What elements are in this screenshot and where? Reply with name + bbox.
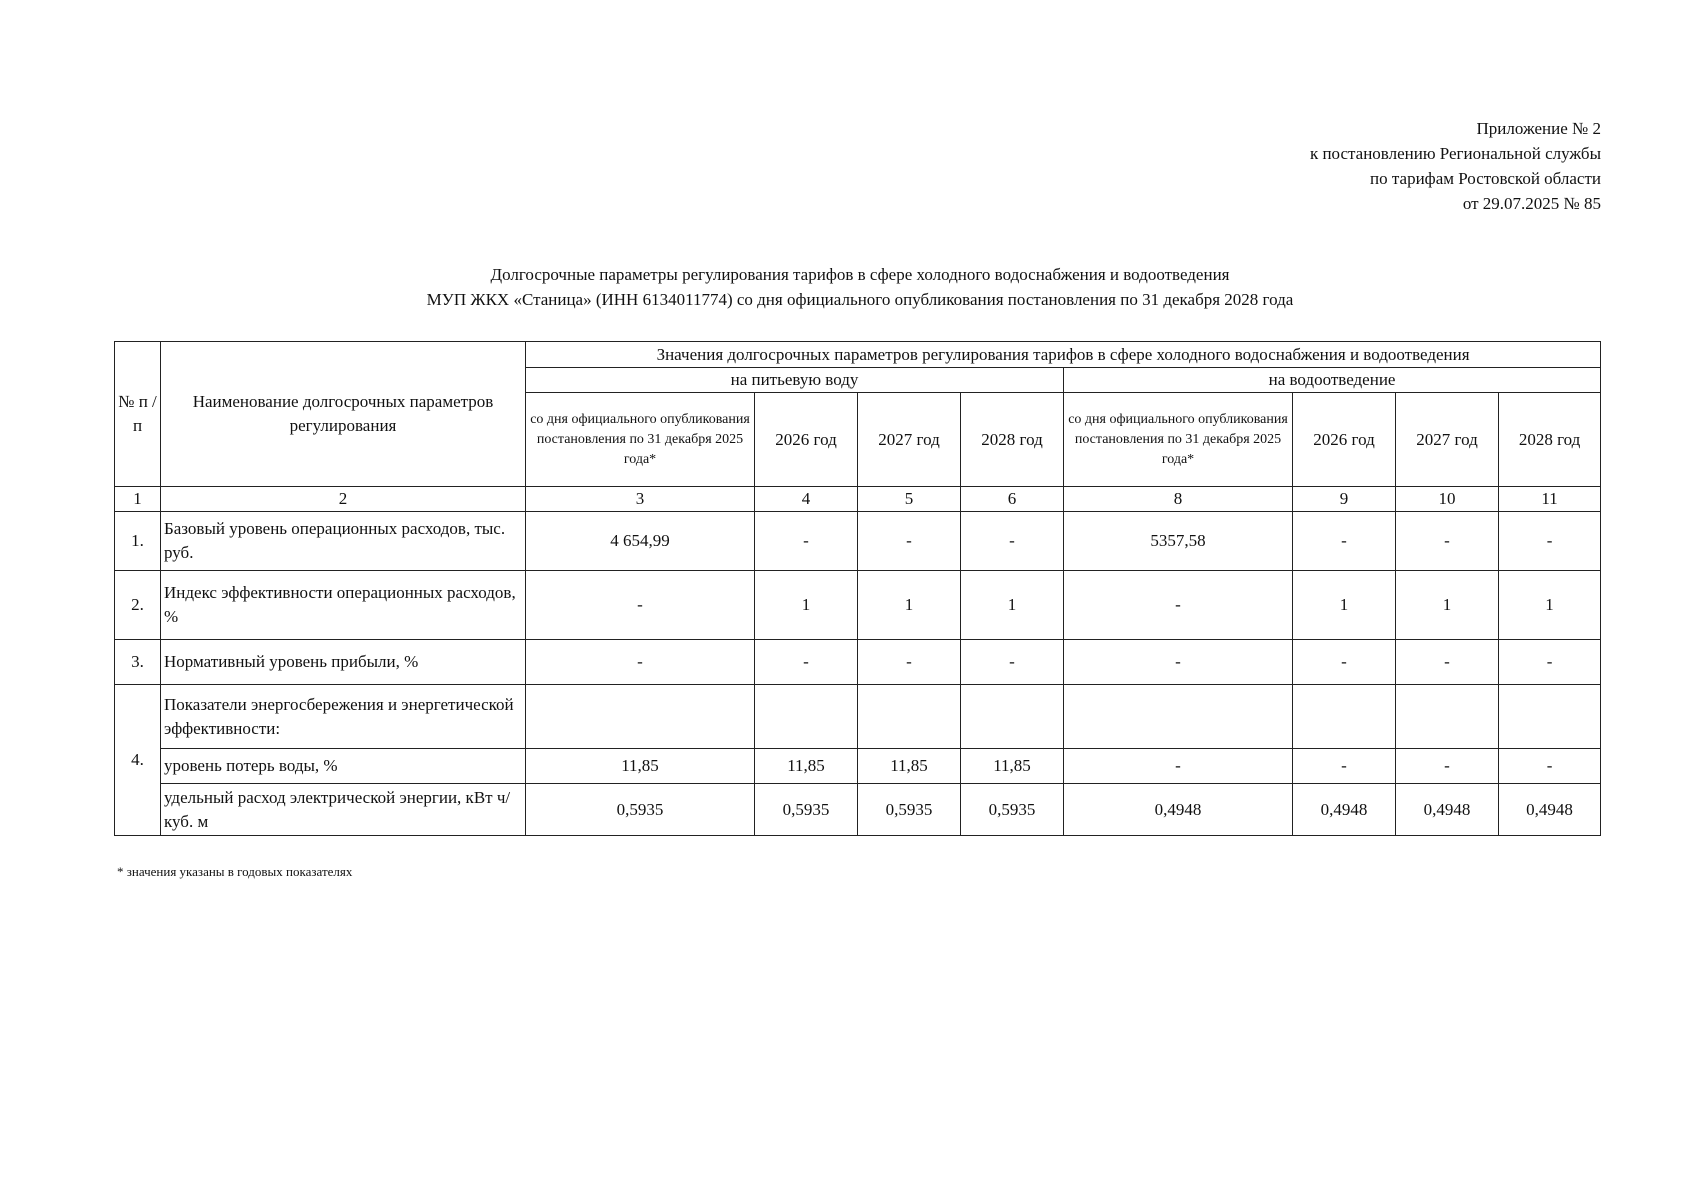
row-value: 1	[1396, 571, 1499, 640]
row-value: -	[1064, 571, 1293, 640]
row-value: -	[858, 640, 961, 685]
appendix-line: по тарифам Ростовской области	[1370, 169, 1601, 188]
title-line: Долгосрочные параметры регулирования тарифов в сфере холодного водоснабжения и водоотведения	[490, 265, 1230, 284]
header-name: Наименование долгосрочных параметров регулирования	[161, 342, 526, 487]
row-value: -	[1396, 749, 1499, 784]
row-value-empty	[1293, 685, 1396, 749]
header-water-group: на питьевую воду	[526, 368, 1064, 393]
row-value: -	[1064, 640, 1293, 685]
row-value: 0,4948	[1064, 784, 1293, 836]
row-value: -	[1293, 749, 1396, 784]
row-value: 1	[1499, 571, 1601, 640]
row-value: -	[1064, 749, 1293, 784]
row-value: 1	[755, 571, 858, 640]
row-value: -	[1293, 640, 1396, 685]
row-value: 1	[858, 571, 961, 640]
row-name: уровень потерь воды, %	[161, 749, 526, 784]
row-value-empty	[755, 685, 858, 749]
row-heading: Показатели энергосбережения и энергетической эффективности:	[161, 685, 526, 749]
row-num: 2.	[115, 571, 161, 640]
table-row	[115, 784, 1601, 836]
row-name: Базовый уровень операционных расходов, тыс. руб.	[161, 512, 526, 571]
column-number: 3	[526, 487, 755, 512]
row-name: удельный расход электрической энергии, кВт ч/куб. м	[161, 784, 526, 836]
row-value: 5357,58	[1064, 512, 1293, 571]
row-value: 11,85	[961, 749, 1064, 784]
table-row	[115, 749, 1601, 784]
appendix-block	[1310, 116, 1601, 216]
row-value-empty	[526, 685, 755, 749]
appendix-line: к постановлению Региональной службы	[1309, 144, 1601, 163]
row-value: 0,5935	[526, 784, 755, 836]
column-number: 5	[858, 487, 961, 512]
row-value: -	[755, 512, 858, 571]
table-row	[115, 640, 1601, 685]
header-water-col: 2028 год	[961, 393, 1064, 487]
table-row	[115, 685, 1601, 749]
row-value: 11,85	[755, 749, 858, 784]
row-value: -	[1293, 512, 1396, 571]
row-num: 4.	[115, 685, 161, 836]
row-value: 0,4948	[1499, 784, 1601, 836]
column-number: 2	[161, 487, 526, 512]
title-line: МУП ЖКХ «Станица» (ИНН 6134011774) со дня официального опубликования постановления по 31 декабря 2028 года	[426, 290, 1294, 309]
row-name: Нормативный уровень прибыли, %	[161, 640, 526, 685]
row-value: 0,4948	[1396, 784, 1499, 836]
row-value: 0,5935	[858, 784, 961, 836]
row-num: 3.	[115, 640, 161, 685]
document-title	[0, 262, 1698, 312]
column-number: 8	[1064, 487, 1293, 512]
row-num: 1.	[115, 512, 161, 571]
column-number: 6	[961, 487, 1064, 512]
row-value: -	[961, 512, 1064, 571]
row-value: -	[1396, 640, 1499, 685]
row-value: -	[1396, 512, 1499, 571]
header-water-col: 2026 год	[755, 393, 858, 487]
row-name: Индекс эффективности операционных расходов, %	[161, 571, 526, 640]
header-num: № п /п	[115, 342, 161, 487]
row-value: 4 654,99	[526, 512, 755, 571]
column-number: 4	[755, 487, 858, 512]
header-water-col: со дня официального опубликования постановления по 31 декабря 2025 года*	[526, 393, 755, 487]
appendix-line: Приложение № 2	[1476, 119, 1601, 138]
row-value: 11,85	[526, 749, 755, 784]
row-value-empty	[1064, 685, 1293, 749]
row-value: 0,5935	[961, 784, 1064, 836]
row-value: -	[961, 640, 1064, 685]
header-sewer-col: 2028 год	[1499, 393, 1601, 487]
footnote: * значения указаны в годовых показателях	[117, 864, 353, 879]
row-value: -	[526, 640, 755, 685]
row-value: -	[858, 512, 961, 571]
header-sewer-col: со дня официального опубликования постановления по 31 декабря 2025 года*	[1064, 393, 1293, 487]
row-value: 0,4948	[1293, 784, 1396, 836]
column-number: 9	[1293, 487, 1396, 512]
row-value: -	[526, 571, 755, 640]
row-value: -	[1499, 640, 1601, 685]
header-water-col: 2027 год	[858, 393, 961, 487]
header-sewer-col: 2027 год	[1396, 393, 1499, 487]
row-value: 0,5935	[755, 784, 858, 836]
header-sewer-group: на водоотведение	[1064, 368, 1601, 393]
row-value: -	[1499, 749, 1601, 784]
row-value-empty	[1396, 685, 1499, 749]
row-value: -	[1499, 512, 1601, 571]
parameters-table	[114, 341, 1601, 836]
row-value-empty	[858, 685, 961, 749]
row-value: 1	[1293, 571, 1396, 640]
header-sewer-col: 2026 год	[1293, 393, 1396, 487]
header-values-group: Значения долгосрочных параметров регулирования тарифов в сфере холодного водоснабжения и водоотведения	[526, 342, 1601, 368]
appendix-line: от 29.07.2025 № 85	[1462, 194, 1601, 213]
row-value-empty	[961, 685, 1064, 749]
row-value: -	[755, 640, 858, 685]
column-number: 11	[1499, 487, 1601, 512]
table-row	[115, 512, 1601, 571]
row-value-empty	[1499, 685, 1601, 749]
row-value: 1	[961, 571, 1064, 640]
column-number: 1	[115, 487, 161, 512]
column-number: 10	[1396, 487, 1499, 512]
row-value: 11,85	[858, 749, 961, 784]
table-row	[115, 571, 1601, 640]
